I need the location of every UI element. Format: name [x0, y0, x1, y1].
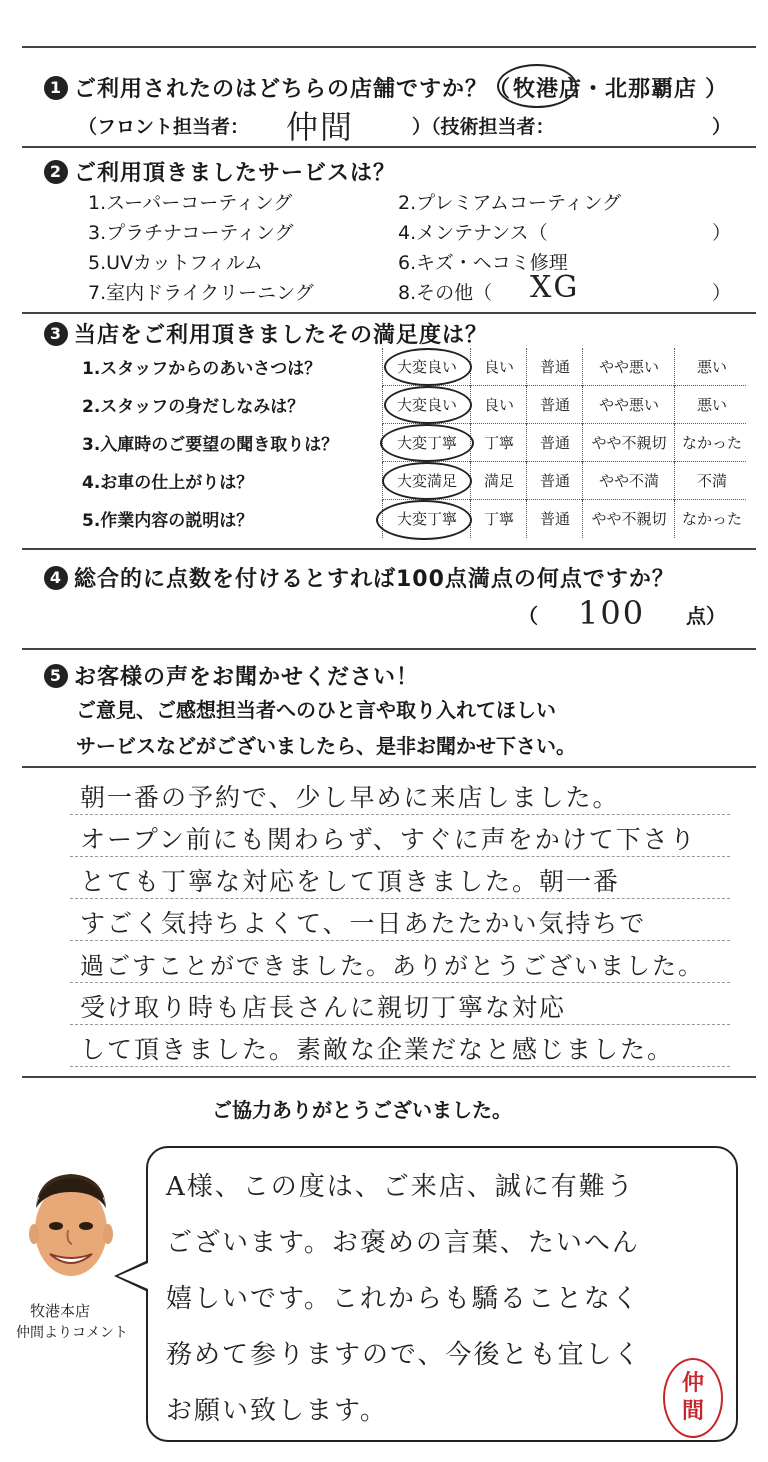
service-close-paren: ） [712, 282, 732, 304]
staff-comment-line: 務めて参りますので、今後とも宜しく [166, 1340, 642, 1370]
divider [22, 146, 756, 148]
q1-text: ご利用されたのはどちらの店舗ですか？（ [74, 77, 512, 102]
rating-option-selected: 大変良い [396, 358, 457, 376]
stamp-char: 仲 [681, 1371, 704, 1396]
q3-text: 当店をご利用頂きましたその満足度は？ [74, 323, 489, 348]
selection-circle [380, 424, 474, 462]
rating-option: 普通 [539, 510, 570, 528]
customer-comment-line: して頂きました。素敵な企業だなと感じました。 [80, 1035, 675, 1064]
service-option: 6.キズ・ヘコミ修理 [398, 252, 568, 274]
divider [22, 648, 756, 650]
staff-comment-line: 嬉しいです。これからも驕ることなく [166, 1284, 640, 1314]
q2-text: ご利用頂きましたサービスは？ [74, 161, 397, 186]
customer-comment-line: 朝一番の予約で、少し早めに来店しました。 [80, 783, 620, 812]
rating-option: 丁寧 [483, 434, 514, 452]
q5-subtext: サービスなどがございましたら、是非お聞かせ下さい。 [76, 734, 576, 758]
ruled-line [70, 982, 730, 983]
q4-text: 総合的に点数を付けるとすれば100点満点の何点ですか？ [74, 567, 675, 592]
ruled-line [70, 898, 730, 899]
rating-option: 悪い [696, 358, 727, 376]
rating-question: 4.お車の仕上がりは？ [82, 473, 254, 493]
thanks-text: ご協力ありがとうございました。 [212, 1098, 512, 1122]
q2-number: 2 [44, 160, 68, 184]
rating-option: やや不満 [598, 472, 659, 490]
q3-number: 3 [44, 322, 68, 346]
selection-circle [382, 462, 472, 500]
divider [22, 46, 756, 48]
name-stamp [663, 1358, 723, 1438]
ruled-line [70, 1024, 730, 1025]
service-option: 3.プラチナコーティング [88, 222, 294, 244]
rating-option: 普通 [539, 396, 570, 414]
rating-option: 普通 [539, 358, 570, 376]
customer-comment-line: 受け取り時も店長さんに親切丁寧な対応 [80, 993, 567, 1022]
rating-option-selected: 大変丁寧 [396, 510, 457, 528]
ruled-line [70, 940, 730, 941]
ruled-line [70, 856, 730, 857]
rating-option: 満足 [483, 472, 514, 490]
staff-author: 仲間よりコメント [16, 1325, 128, 1341]
service-option: 1.スーパーコーティング [88, 192, 293, 214]
service-option: 8.その他（ [398, 282, 493, 304]
store-close: ） [705, 77, 729, 102]
q5-text: お客様の声をお聞かせください！ [74, 665, 420, 690]
q2-heading [44, 156, 396, 187]
q5-subtext: ご意見、ご感想担当者へのひと言や取り入れてほしい [76, 698, 556, 722]
rating-option: 良い [483, 358, 514, 376]
ruled-line [70, 814, 730, 815]
staff-avatar-icon [16, 1168, 126, 1294]
tech-staff-label: ）（技術担当者： [412, 116, 555, 138]
customer-comment-line: すごく気持ちよくて、一日あたたかい気持ちで [80, 909, 647, 938]
rating-question: 2.スタッフの身だしなみは？ [82, 397, 305, 417]
q5-number: 5 [44, 664, 68, 688]
service-option: 2.プレミアムコーティング [398, 192, 622, 214]
rating-question: 5.作業内容の説明は？ [82, 511, 254, 531]
divider [22, 766, 756, 768]
store-option-makiminato: 牧港店 [513, 77, 583, 102]
customer-comment-line: とても丁寧な対応をして頂きました。朝一番 [80, 867, 621, 896]
divider [22, 548, 756, 550]
divider [22, 1076, 756, 1078]
rating-option: やや不親切 [591, 510, 667, 528]
selection-circle [384, 348, 472, 386]
service-close-paren: ） [712, 222, 732, 244]
rating-option: 丁寧 [483, 510, 514, 528]
customer-comment-line: 過ごすことができました。ありがとうございました。 [80, 952, 704, 980]
score-unit: 点） [686, 604, 726, 628]
rating-option-selected: 大変満足 [396, 472, 457, 490]
selected-store-circle [497, 64, 577, 108]
rating-option: なかった [681, 510, 742, 528]
rating-option: 悪い [696, 396, 727, 414]
q5-heading [44, 660, 419, 691]
service-option: 5.UVカットフィルム [88, 252, 263, 274]
score-open: （ [518, 604, 538, 628]
divider [22, 312, 756, 314]
rating-option: 良い [483, 396, 514, 414]
rating-option-selected: 大変良い [396, 396, 457, 414]
q4-heading [44, 562, 675, 593]
store-separator: ・ [582, 77, 606, 102]
staff-comment-line: お願い致します。 [166, 1396, 388, 1426]
rating-option: 普通 [539, 434, 570, 452]
ruled-line [70, 1066, 730, 1067]
staff-comment-line: A様、この度は、ご来店、誠に有難う [166, 1172, 635, 1202]
service-option: 4.メンテナンス（ [398, 222, 548, 244]
staff-comment-line: ございます。お褒めの言葉、たいへん [166, 1228, 640, 1258]
selection-circle [384, 386, 472, 424]
q3-heading [44, 318, 488, 349]
rating-option: やや悪い [598, 358, 659, 376]
rating-option: 不満 [696, 472, 727, 490]
score-value: 100 [578, 594, 646, 632]
customer-comment-line: オープン前にも関わらず、すぐに声をかけて下さり [80, 825, 697, 854]
rating-option-selected: 大変丁寧 [396, 434, 457, 452]
rating-option: やや悪い [598, 396, 659, 414]
service-other-value: XG [530, 270, 580, 305]
staff-store: 牧港本店 [30, 1302, 91, 1320]
speech-bubble-tail-inner [118, 1263, 148, 1289]
rating-option: やや不親切 [591, 434, 667, 452]
rating-question: 3.入庫時のご要望の聞き取りは？ [82, 435, 339, 455]
store-option-kitanaha: 北那覇店 [605, 77, 698, 102]
q1-number: 1 [44, 76, 68, 100]
rating-option: なかった [681, 434, 742, 452]
rating-option: 普通 [539, 472, 570, 490]
rating-question: 1.スタッフからのあいさつは？ [82, 359, 322, 379]
service-option: 7.室内ドライクリーニング [88, 282, 314, 304]
front-staff-value: 仲間 [286, 108, 355, 146]
stamp-char: 間 [681, 1399, 704, 1424]
front-staff-label: （フロント担当者： [78, 116, 250, 138]
q1-heading [44, 72, 728, 103]
q4-number: 4 [44, 566, 68, 590]
tech-staff-close: ） [712, 116, 732, 138]
selection-circle [376, 500, 472, 540]
